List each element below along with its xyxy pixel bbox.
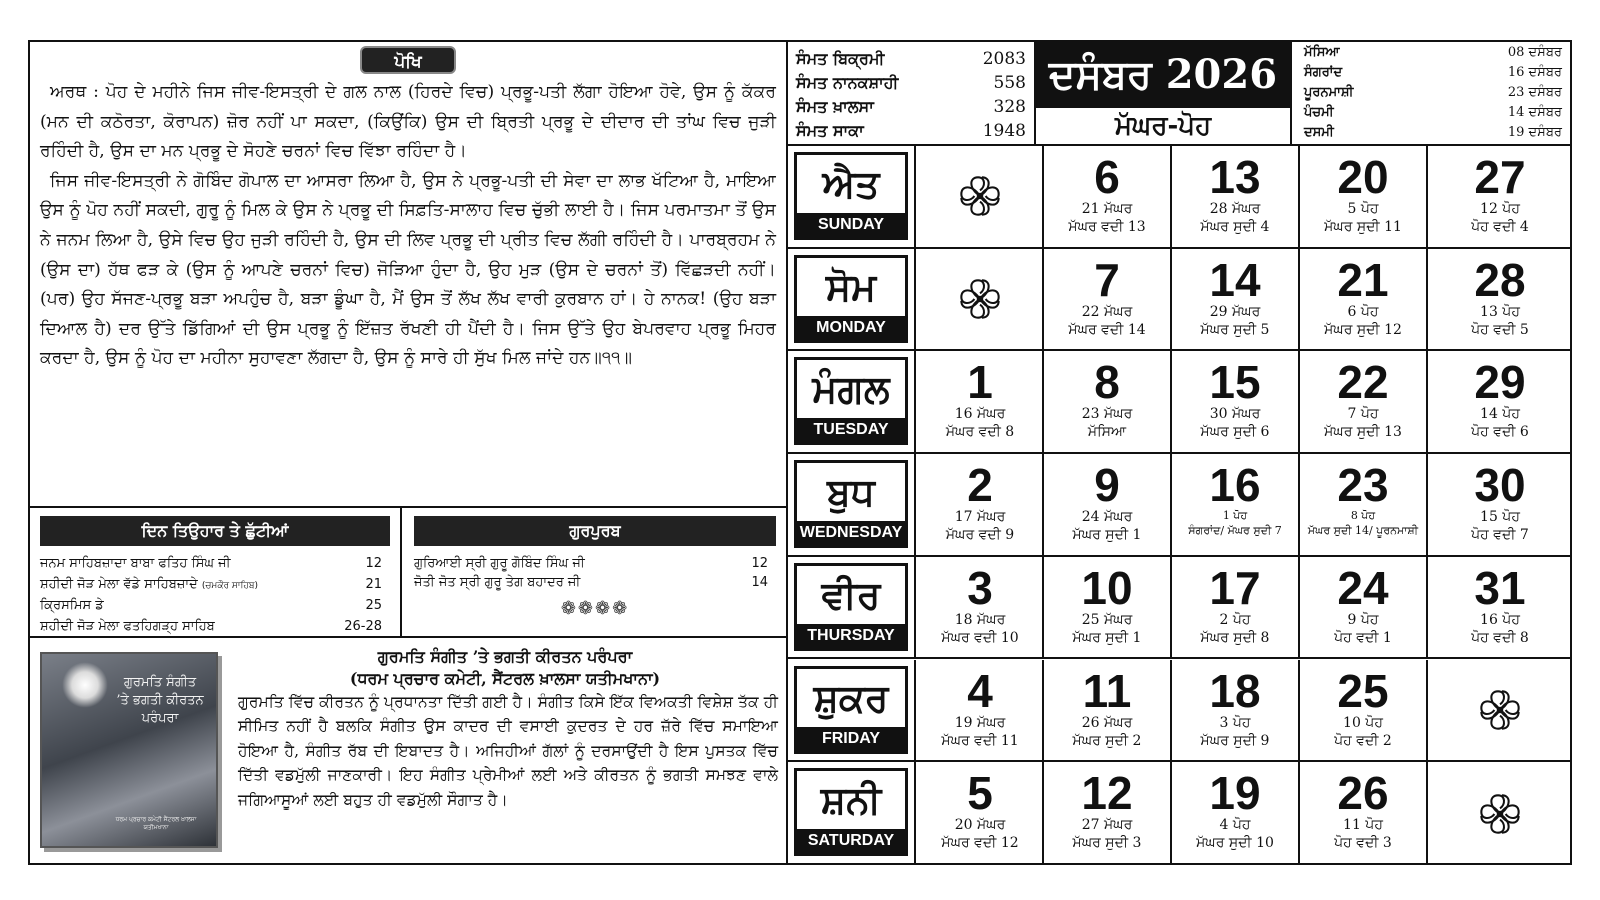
lunar-date: ਮੱਘਰ ਵਦੀ 14: [1068, 321, 1146, 338]
poem-section: [30, 42, 786, 508]
festival-name: ਸ਼ਹੀਦੀ ਜੋੜ ਮੇਲਾ ਫਤਹਿਗੜ੍ਹ ਸਾਹਿਬ: [40, 619, 215, 634]
nanakshahi-date: 13 ਪੋਹ: [1480, 303, 1520, 320]
samvat-list: [788, 42, 1036, 144]
nanakshahi-date: 21 ਮੱਘਰ: [1081, 201, 1133, 217]
month-block: [1036, 42, 1292, 144]
date-cell[interactable]: [1044, 351, 1172, 452]
nanakshahi-date: 25 ਮੱਘਰ: [1081, 611, 1133, 628]
date-cell[interactable]: [1300, 557, 1428, 658]
gurpurab-box: [404, 508, 786, 636]
date-number: 27: [1474, 151, 1526, 203]
day-name-english: FRIDAY: [797, 727, 905, 751]
date-cell[interactable]: [1428, 249, 1572, 350]
date-cell[interactable]: [1428, 557, 1572, 658]
date-number: 11: [1082, 664, 1132, 717]
date-number: 22: [1337, 356, 1389, 409]
special-date-label: ਮੱਸਿਆ: [1304, 45, 1340, 60]
lunar-date: ਮੱਘਰ ਵਦੀ 12: [941, 835, 1019, 852]
date-number: 7: [1094, 253, 1120, 306]
nanakshahi-date: 27 ਮੱਘਰ: [1081, 817, 1133, 834]
day-name-punjabi: ਸ਼ਨੀ: [820, 777, 882, 823]
lunar-date: ਮੱਘਰ ਵਦੀ 11: [941, 732, 1019, 749]
gurpurab-row: [414, 573, 776, 592]
nanakshahi-date: 16 ਪੋਹ: [1480, 611, 1520, 628]
lunar-date: ਪੋਹ ਵਦੀ 3: [1334, 835, 1392, 852]
day-box: [794, 152, 908, 240]
month-title: ਦਸੰਬਰ 2026: [1036, 42, 1290, 108]
special-date-label: ਪੰਚਮੀ: [1304, 105, 1334, 120]
floral-ornament-icon: [952, 271, 1008, 327]
empty-day-cell: [1428, 660, 1572, 761]
gurpurab-row: [414, 554, 776, 573]
special-date-label: ਦਸਮੀ: [1304, 125, 1334, 140]
lunar-date: ਪੋਹ ਵਦੀ 8: [1471, 629, 1529, 646]
nanakshahi-date: 26 ਮੱਘਰ: [1081, 714, 1133, 731]
date-cell[interactable]: [918, 454, 1044, 555]
day-box: [794, 460, 908, 548]
lunar-date: ਮੱਘਰ ਸੁਦੀ 9: [1200, 732, 1270, 749]
date-number: 23: [1337, 459, 1389, 512]
week-day-row: [788, 454, 1572, 557]
date-cell[interactable]: [918, 660, 1044, 761]
calendar-grid: [788, 144, 1572, 863]
nanakshahi-date: 3 ਪੋਹ: [1219, 714, 1251, 731]
date-number: 16: [1209, 459, 1261, 512]
samvat-row: [796, 119, 1026, 143]
nanakshahi-date: 29 ਮੱਘਰ: [1209, 303, 1261, 320]
lunar-date: ਮੱਘਰ ਵਦੀ 13: [1068, 219, 1146, 235]
samvat-row: [796, 71, 1026, 95]
special-date-value: 23 ਦਸੰਬਰ: [1507, 85, 1562, 100]
festival-date: 25: [365, 598, 382, 613]
lunar-date: ਮੱਘਰ ਸੁਦੀ 12: [1324, 321, 1402, 338]
week-day-row: [788, 660, 1572, 763]
nanakshahi-date: 2 ਪੋਹ: [1219, 611, 1251, 628]
festival-name: ਕ੍ਰਿਸਮਿਸ ਡੇ: [40, 598, 104, 613]
nanakshahi-date: 16 ਮੱਘਰ: [954, 406, 1006, 423]
samvat-row: [796, 95, 1026, 119]
samvat-value: 558: [993, 73, 1026, 93]
date-number: 25: [1337, 664, 1389, 717]
day-label: [788, 249, 916, 350]
day-name-english: MONDAY: [797, 316, 905, 340]
book-publisher-line: (ਧਰਮ ਪ੍ਰਚਾਰ ਕਮੇਟੀ, ਸੈਂਟਰਲ ਖ਼ਾਲਸਾ ਯਤੀਮਖਾਨਾ): [349, 669, 661, 688]
date-cell[interactable]: [1044, 454, 1172, 555]
festival-date: 21: [365, 577, 382, 592]
festival-date: 12: [365, 556, 382, 571]
lunar-date: ਮੱਘਰ ਸੁਦੀ 3: [1072, 835, 1142, 852]
special-date-value: 16 ਦਸੰਬਰ: [1507, 65, 1562, 80]
date-cell[interactable]: [1172, 351, 1300, 452]
special-date-value: 08 ਦਸੰਬਰ: [1507, 45, 1562, 60]
day-label: [788, 146, 916, 247]
lunar-date: ਮੱਘਰ ਸੁਦੀ 10: [1196, 835, 1274, 852]
festival-row: [40, 617, 390, 638]
gurpurab-date: 14: [751, 575, 768, 590]
festival-row: [40, 554, 390, 575]
nanakshahi-date: 23 ਮੱਘਰ: [1081, 406, 1133, 423]
date-cell[interactable]: [1172, 454, 1300, 555]
holidays-section: [30, 508, 786, 638]
nanakshahi-date: 6 ਪੋਹ: [1347, 303, 1379, 320]
date-cell[interactable]: [1300, 660, 1428, 761]
day-name-english: THURSDAY: [797, 624, 905, 648]
date-cell[interactable]: [1044, 249, 1172, 350]
festival-date: 26-28: [344, 619, 382, 634]
light-glow-icon: [62, 662, 108, 708]
day-label: [788, 660, 916, 761]
nanakshahi-date: 14 ਪੋਹ: [1480, 406, 1520, 423]
nanakshahi-date: 10 ਪੋਹ: [1343, 714, 1383, 731]
date-number: 12: [1081, 767, 1133, 820]
date-number: 15: [1209, 356, 1261, 409]
week-day-row: [788, 146, 1572, 249]
date-cell[interactable]: [1300, 762, 1428, 865]
empty-day-cell: [918, 249, 1044, 350]
calendar-column: [788, 42, 1572, 863]
special-date-value: 19 ਦਸੰਬਰ: [1507, 125, 1562, 140]
festival-row: [40, 575, 390, 596]
date-number: 8: [1094, 356, 1120, 409]
lunar-date: ਮੱਘਰ ਸੁਦੀ 1: [1072, 629, 1142, 646]
festival-name: ਸ਼ਹੀਦੀ ਜੋੜ ਮੇਲਾ ਵੱਡੇ ਸਾਹਿਬਜ਼ਾਦੇ: [40, 577, 198, 592]
lunar-date: ਪੋਹ ਵਦੀ 2: [1334, 732, 1392, 749]
date-cell[interactable]: [918, 557, 1044, 658]
date-number: 17: [1209, 561, 1261, 614]
nanakshahi-date: 1 ਪੋਹ: [1222, 509, 1248, 523]
week-day-row: [788, 249, 1572, 352]
date-cell[interactable]: [1044, 660, 1172, 761]
day-label: [788, 351, 916, 452]
lunar-date: ਪੋਹ ਵਦੀ 4: [1471, 219, 1529, 235]
date-number: 5: [967, 767, 993, 820]
day-name-english: SATURDAY: [797, 829, 905, 853]
date-cell[interactable]: [1428, 351, 1572, 452]
special-date-label: ਪੂਰਨਮਾਸ਼ੀ: [1304, 85, 1354, 100]
samvat-value: 2083: [982, 49, 1026, 69]
lunar-date: ਮੱਘਰ ਸੁਦੀ 8: [1200, 629, 1270, 646]
gurpurab-name: ਜੋਤੀ ਜੋਤ ਸ੍ਰੀ ਗੁਰੂ ਤੇਗ ਬਹਾਦਰ ਜੀ: [414, 575, 581, 590]
day-box: [794, 357, 908, 445]
special-date-row: [1304, 63, 1562, 83]
lunar-date: ਮੱਘਰ ਸੁਦੀ 5: [1200, 321, 1270, 338]
nanakshahi-date: 22 ਮੱਘਰ: [1081, 303, 1133, 320]
samvat-value: 328: [993, 97, 1026, 117]
day-box: [794, 563, 908, 651]
lunar-date: ਮੱਘਰ ਸੁਦੀ 14/ ਪੂਰਨਮਾਸ਼ੀ: [1307, 524, 1419, 538]
date-number: 20: [1337, 151, 1389, 203]
nanakshahi-date: 8 ਪੋਹ: [1350, 509, 1376, 523]
nanakshahi-date: 19 ਮੱਘਰ: [954, 714, 1006, 731]
nanakshahi-date: 30 ਮੱਘਰ: [1209, 406, 1261, 423]
date-number: 4: [967, 664, 993, 717]
day-name-english: WEDNESDAY: [797, 521, 905, 545]
day-name-english: SUNDAY: [797, 213, 905, 237]
date-number: 19: [1209, 767, 1261, 820]
nanakshahi-date: 17 ਮੱਘਰ: [954, 509, 1006, 526]
nanakshahi-date: 5 ਪੋਹ: [1347, 201, 1379, 217]
left-column: [30, 42, 788, 863]
date-number: 14: [1209, 253, 1261, 306]
lunar-date: ਪੋਹ ਵਦੀ 1: [1334, 629, 1392, 646]
special-date-row: [1304, 83, 1562, 103]
nanakshahi-date: 28 ਮੱਘਰ: [1209, 201, 1261, 217]
nanakshahi-date: 18 ਮੱਘਰ: [954, 611, 1006, 628]
festival-name: ਜਨਮ ਸਾਹਿਬਜ਼ਾਦਾ ਬਾਬਾ ਫਤਿਹ ਸਿੰਘ ਜੀ: [40, 556, 231, 571]
gurpurab-name: ਗੁਰਿਆਈ ਸ੍ਰੀ ਗੁਰੂ ਗੋਬਿੰਦ ਸਿੰਘ ਜੀ: [414, 556, 585, 571]
nanakshahi-date: 12 ਪੋਹ: [1480, 201, 1520, 217]
month-subtitle: ਮੱਘਰ-ਪੋਹ: [1114, 111, 1212, 141]
date-cell[interactable]: [1172, 762, 1300, 865]
lunar-date: ਪੋਹ ਵਦੀ 7: [1471, 527, 1529, 544]
floral-ornament-icon: [1472, 682, 1528, 738]
festival-note: (ਚਮਕੌਰ ਸਾਹਿਬ): [201, 581, 259, 591]
date-number: 3: [967, 561, 993, 614]
poem-text: [40, 78, 776, 374]
date-cell[interactable]: [1172, 557, 1300, 658]
date-number: 29: [1474, 356, 1526, 409]
day-label: [788, 557, 916, 658]
day-name-english: TUESDAY: [797, 418, 905, 442]
lunar-date: ਮੱਘਰ ਸੁਦੀ 11: [1324, 219, 1402, 235]
nanakshahi-date: 20 ਮੱਘਰ: [954, 817, 1006, 834]
date-number: 21: [1337, 253, 1389, 306]
samvat-label: ਸੰਮਤ ਖ਼ਾਲਸਾ: [796, 97, 874, 116]
date-number: 18: [1209, 664, 1261, 717]
lunar-date: ਮੱਘਰ ਸੁਦੀ 6: [1200, 424, 1270, 441]
lunar-date: ਮੱਸਿਆ: [1087, 424, 1127, 441]
lunar-date: ਮੱਘਰ ਸੁਦੀ 1: [1072, 527, 1142, 544]
calendar-page: [28, 40, 1572, 865]
day-box: [794, 768, 908, 856]
date-cell[interactable]: [1172, 146, 1300, 247]
day-name-punjabi: ਮੰਗਲ: [812, 366, 890, 412]
poem-paragraph: ਜਿਸ ਜੀਵ-ਇਸਤ੍ਰੀ ਨੇ ਗੋਬਿੰਦ ਗੋਪਾਲ ਦਾ ਆਸਰਾ ਲਿਆ ਹੈ, ਉਸ ਨੇ ਪ੍ਰਭੂ-ਪਤੀ ਦੀ ਸੇਵਾ ਦਾ ਲਾਭ ਖੱਟਿਆ ਹੈ, ਮਾਇਆ ਉਸ ਨੂੰ ਪੋਹ ਨਹੀਂ ਸਕਦੀ, ਗੁਰੂ ਨੂੰ ਮਿਲ ਕੇ ਉਸ ਨੇ ਪ੍ਰਭੂ ਦੀ ਸਿਫ਼ਤਿ-ਸਾਲਾਹ ਵਿਚ ਚੁੱਭੀ ਲਾਈ ਹੈ। ਜਿਸ ਪਰਮਾਤਮਾ ਤੋਂ ਉਸ ਨੇ ਜਨਮ ਲਿਆ ਹੈ, ਉਸੇ ਵਿਚ ਉਹ ਜੁੜੀ ਰਹਿੰਦੀ ਹੈ, ਉਸ ਦੀ ਲਿਵ ਪ੍ਰਭੂ ਦੀ ਪ੍ਰੀਤ ਵਿਚ ਲੱਗੀ ਰਹਿੰਦੀ ਹੈ। ਪਾਰਬ੍ਰਹਮ ਨੇ (ਉਸ ਦਾ) ਹੱਥ ਫੜ ਕੇ (ਉਸ ਨੂੰ ਆਪਣੇ ਚਰਨਾਂ ਵਿਚ) ਜੋੜਿਆ ਹੁੰਦਾ ਹੈ, ਉਹ ਮੁੜ (ਉਸ ਦੇ ਚਰਨਾਂ ਤੋਂ) ਵਿੱਛੜਦੀ ਨਹੀਂ। (ਪਰ) ਉਹ ਸੱਜਣ-ਪ੍ਰਭੂ ਬੜਾ ਅਪਹੁੰਚ ਹੈ, ਬੜਾ ਡੂੰਘਾ ਹੈ, ਮੈਂ ਉਸ ਤੋਂ ਲੱਖ ਲੱਖ ਵਾਰੀ ਕੁਰਬਾਨ ਹਾਂ। ਹੇ ਨਾਨਕ! (ਉਹ ਬੜਾ ਦਿਆਲ ਹੈ) ਦਰ ਉੱਤੇ ਡਿੱਗਿਆਂ ਦੀ ਉਸ ਪ੍ਰਭੂ ਨੂੰ ਇੱਜ਼ਤ ਰੱਖਣੀ ਹੀ ਪੈਂਦੀ ਹੈ। ਜਿਸ ਉੱਤੇ ਉਹ ਬੇਪਰਵਾਹ ਪ੍ਰਭੂ ਮਿਹਰ ਕਰਦਾ ਹੈ, ਉਸ ਨੂੰ ਪੋਹ ਦਾ ਮਹੀਨਾ ਸੁਹਾਵਣਾ ਲੱਗਦਾ ਹੈ, ਉਸ ਨੂੰ ਸਾਰੇ ਹੀ ਸੁੱਖ ਮਿਲ ਜਾਂਦੇ ਹਨ॥੧੧॥: [40, 170, 776, 369]
gurpurab-date: 12: [751, 556, 768, 571]
samvat-label: ਸੰਮਤ ਸਾਕਾ: [796, 121, 864, 140]
book-cover-publisher: ਧਰਮ ਪ੍ਰਚਾਰ ਕਮੇਟੀ ਸੈਂਟਰਲ ਖ਼ਾਲਸਾ ਯਤੀਮਖਾਨਾ: [115, 816, 197, 831]
date-number: 26: [1337, 767, 1389, 820]
lunar-date: ਪੋਹ ਵਦੀ 6: [1471, 424, 1529, 441]
date-cell[interactable]: [1300, 454, 1428, 555]
date-cell[interactable]: [1044, 557, 1172, 658]
special-date-label: ਸੰਗਰਾਂਦ: [1304, 65, 1343, 80]
nanakshahi-date: 7 ਪੋਹ: [1347, 406, 1379, 423]
day-name-punjabi: ਸ਼ੁਕਰ: [813, 674, 889, 720]
date-number: 10: [1081, 561, 1133, 614]
date-number: 2: [967, 459, 993, 512]
day-box: [794, 666, 908, 754]
festivals-box: [30, 508, 402, 636]
lunar-date: ਪੋਹ ਵਦੀ 5: [1471, 321, 1529, 338]
book-cover-title: ਗੁਰਮਤਿ ਸੰਗੀਤ ’ਤੇ ਭਗਤੀ ਕੀਰਤਨ ਪਰੰਪਰਾ: [116, 675, 204, 726]
date-cell[interactable]: [1428, 146, 1572, 247]
samvat-label: ਸੰਮਤ ਨਾਨਕਸ਼ਾਹੀ: [796, 73, 899, 92]
date-number: 13: [1209, 151, 1261, 203]
date-number: 6: [1094, 151, 1120, 203]
day-label: [788, 454, 916, 555]
festivals-title: ਦਿਨ ਤਿਉਹਾਰ ਤੇ ਛੁੱਟੀਆਂ: [40, 516, 390, 546]
gurpurab-title: ਗੁਰਪੁਰਬ: [414, 516, 776, 546]
date-cell[interactable]: [1300, 146, 1428, 247]
date-number: 24: [1337, 561, 1389, 614]
nanakshahi-date: 15 ਪੋਹ: [1480, 509, 1520, 526]
date-cell[interactable]: [1044, 762, 1172, 865]
calendar-header: [788, 42, 1572, 144]
poem-title: ਪੋਖਿ: [360, 46, 456, 74]
floral-ornament-icon: [1472, 786, 1528, 842]
day-name-punjabi: ਬੁਧ: [827, 469, 875, 515]
book-description: ਗੁਰਮਤਿ ਵਿੱਚ ਕੀਰਤਨ ਨੂੰ ਪ੍ਰਧਾਨਤਾ ਦਿੱਤੀ ਗਈ ਹੈ। ਸੰਗੀਤ ਕਿਸੇ ਇੱਕ ਵਿਅਕਤੀ ਵਿਸ਼ੇਸ਼ ਤੱਕ ਹੀ ਸੀਮਿਤ ਨਹੀਂ ਹੈ ਬਲਕਿ ਸੰਗੀਤ ਉਸ ਕਾਦਰ ਦੀ ਵਸਾਈ ਕੁਦਰਤ ਦੇ ਹਰ ਜ਼ੱਰੇ ਵਿੱਚ ਸਮਾਇਆ ਹੋਇਆ ਹੈ, ਸੰਗੀਤ ਰੱਬ ਦੀ ਇਬਾਦਤ ਹੈ। ਅਜਿਹੀਆਂ ਗੱਲਾਂ ਨੂੰ ਦਰਸਾਉਂਦੀ ਹੈ ਇਸ ਪੁਸਤਕ ਵਿੱਚ ਦਿੱਤੀ ਵਡਮੁੱਲੀ ਜਾਣਕਾਰੀ। ਇਹ ਸੰਗੀਤ ਪ੍ਰੇਮੀਆਂ ਲਈ ਅਤੇ ਕੀਰਤਨ ਨੂੰ ਭਗਤੀ ਸਮਝਣ ਵਾਲੇ ਜਗਿਆਸੂਆਂ ਲਈ ਬਹੁਤ ਹੀ ਵਡਮੁੱਲੀ ਸੌਗਾਤ ਹੈ।: [238, 693, 778, 809]
date-cell[interactable]: [1044, 146, 1172, 247]
special-date-row: [1304, 123, 1562, 143]
date-cell[interactable]: [918, 351, 1044, 452]
samvat-value: 1948: [982, 121, 1026, 141]
lunar-date: ਸੰਗਰਾਂਦ/ ਮੱਘਰ ਸੁਦੀ 7: [1188, 524, 1282, 538]
lunar-date: ਮੱਘਰ ਵਦੀ 8: [945, 424, 1015, 441]
day-name-punjabi: ਵੀਰ: [821, 571, 881, 617]
nanakshahi-date: 9 ਪੋਹ: [1347, 611, 1379, 628]
date-cell[interactable]: [1172, 249, 1300, 350]
day-label: [788, 762, 916, 865]
special-date-row: [1304, 43, 1562, 63]
nanakshahi-date: 24 ਮੱਘਰ: [1081, 509, 1133, 526]
poem-paragraph: ਅਰਥ : ਪੋਹ ਦੇ ਮਹੀਨੇ ਜਿਸ ਜੀਵ-ਇਸਤ੍ਰੀ ਦੇ ਗਲ ਨਾਲ (ਹਿਰਦੇ ਵਿਚ) ਪ੍ਰਭੂ-ਪਤੀ ਲੱਗਾ ਹੋਇਆ ਹੋਵੇ, ਉਸ ਨੂੰ ਕੱਕਰ (ਮਨ ਦੀ ਕਠੋਰਤਾ, ਕੋਰਾਪਨ) ਜ਼ੋਰ ਨਹੀਂ ਪਾ ਸਕਦਾ, (ਕਿਉਂਕਿ) ਉਸ ਦੀ ਬ੍ਰਿਤੀ ਪ੍ਰਭੂ ਦੇ ਦੀਦਾਰ ਦੀ ਤਾਂਘ ਵਿਚ ਜੁੜੀ ਰਹਿੰਦੀ ਹੈ, ਉਸ ਦਾ ਮਨ ਪ੍ਰਭੂ ਦੇ ਸੋਹਣੇ ਚਰਨਾਂ ਵਿਚ ਵਿੱਝਾ ਰਹਿੰਦਾ ਹੈ।: [40, 82, 776, 162]
day-box: [794, 255, 908, 343]
date-cell[interactable]: [1300, 249, 1428, 350]
week-day-row: [788, 351, 1572, 454]
special-date-row: [1304, 103, 1562, 123]
special-dates: [1292, 42, 1572, 144]
floral-ornament-icon: [952, 168, 1008, 224]
special-date-value: 14 ਦਸੰਬਰ: [1507, 105, 1562, 120]
date-number: 28: [1474, 253, 1526, 306]
samvat-label: ਸੰਮਤ ਬਿਕ੍ਰਮੀ: [796, 49, 885, 68]
lunar-date: ਮੱਘਰ ਵਦੀ 9: [945, 527, 1015, 544]
flourish-icon: ❁❁❁❁: [560, 598, 630, 619]
date-cell[interactable]: [1428, 454, 1572, 555]
book-title-line: ਗੁਰਮਤਿ ਸੰਗੀਤ ’ਤੇ ਭਗਤੀ ਕੀਰਤਨ ਪਰੰਪਰਾ: [377, 647, 633, 666]
festival-row: [40, 596, 390, 617]
nanakshahi-date: 4 ਪੋਹ: [1219, 817, 1251, 834]
book-promo: [30, 638, 786, 863]
samvat-row: [796, 47, 1026, 71]
empty-day-cell: [1428, 762, 1572, 865]
date-number: 31: [1474, 561, 1526, 614]
empty-day-cell: [918, 146, 1044, 247]
date-number: 1: [967, 356, 993, 409]
lunar-date: ਮੱਘਰ ਵਦੀ 10: [941, 629, 1019, 646]
book-cover: [40, 652, 218, 848]
nanakshahi-date: 11 ਪੋਹ: [1343, 817, 1383, 834]
lunar-date: ਮੱਘਰ ਸੁਦੀ 13: [1324, 424, 1402, 441]
date-cell[interactable]: [1300, 351, 1428, 452]
date-number: 30: [1474, 459, 1526, 512]
date-number: 9: [1094, 459, 1120, 512]
date-cell[interactable]: [918, 762, 1044, 865]
day-name-punjabi: ਐਤ: [822, 161, 880, 206]
date-cell[interactable]: [1172, 660, 1300, 761]
week-day-row: [788, 557, 1572, 660]
week-day-row: [788, 762, 1572, 865]
day-name-punjabi: ਸੋਮ: [825, 263, 877, 309]
book-title: [230, 646, 780, 690]
lunar-date: ਮੱਘਰ ਸੁਦੀ 4: [1200, 219, 1270, 235]
lunar-date: ਮੱਘਰ ਸੁਦੀ 2: [1072, 732, 1142, 749]
